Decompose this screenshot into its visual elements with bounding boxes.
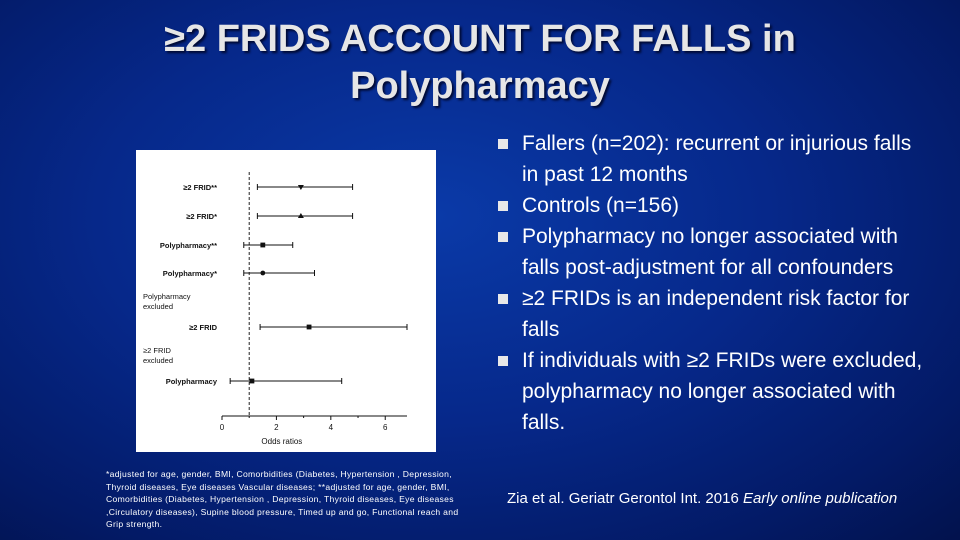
bullet-item (496, 190, 926, 221)
bullet-marker (498, 232, 508, 242)
bullet-marker (498, 139, 508, 149)
bullet-item (496, 283, 926, 345)
row-label: Polypharmacy (165, 377, 217, 386)
bullet-item (496, 128, 926, 190)
row-label: Polypharmacy (143, 292, 191, 301)
row-label: Polypharmacy* (162, 269, 217, 278)
bullet-text: Fallers (n=202): recurrent or injurious falls in past 12 months (522, 132, 912, 186)
row-label: excluded (143, 356, 174, 365)
forest-plot (136, 150, 436, 452)
bullet-marker (498, 356, 508, 366)
x-tick-label: 4 (328, 423, 334, 432)
row-label: Polypharmacy** (159, 241, 217, 250)
citation (507, 488, 927, 510)
bullet-list (496, 128, 926, 438)
point-estimate (260, 243, 265, 248)
point-estimate (250, 379, 255, 384)
citation-italic: Early online publication (742, 490, 898, 507)
bullet-marker (498, 201, 508, 211)
bullet-text: Controls (n=156) (522, 194, 679, 217)
forest-plot-svg (136, 150, 436, 452)
slide-title-line-2: Polypharmacy (350, 65, 610, 107)
footnote: *adjusted for age, gender, BMI, Comorbidities (Diabetes, Hypertension , Depression, Thyroid diseases, Eye diseases Vascular diseases; **adjusted for age, gender, BMI, Comorbidities (Diabetes, Hypertension , Depression, Thyroid diseases, Eye diseases ,Circulatory diseases), Supine blood pressure, Timed up and go, Functional reach and Grip strength. (106, 469, 459, 530)
bullet-text: If individuals with ≥2 FRIDs were excluded, polypharmacy no longer associated with falls. (522, 349, 923, 434)
row-label: ≥2 FRID (143, 346, 171, 355)
row-label: ≥2 FRID** (183, 183, 217, 192)
x-tick-label: 0 (219, 423, 225, 432)
citation-text: Zia et al. Geriatr Gerontol Int. 2016 (507, 490, 743, 507)
point-estimate (260, 271, 265, 276)
bullet-text: ≥2 FRIDs is an independent risk factor for falls (522, 287, 910, 341)
row-label: excluded (143, 302, 174, 311)
x-axis-label: Odds ratios (261, 437, 303, 446)
slide-title (60, 16, 900, 110)
bullet-marker (498, 294, 508, 304)
row-label: ≥2 FRID* (186, 212, 217, 221)
slide-title-line-1: ≥2 FRIDS ACCOUNT FOR FALLS in (164, 18, 796, 60)
point-estimate (307, 325, 312, 330)
row-label: ≥2 FRID (189, 323, 217, 332)
bullet-item (496, 221, 926, 283)
bullet-text: Polypharmacy no longer associated with falls post-adjustment for all confounders (522, 225, 898, 279)
bullet-item (496, 345, 926, 438)
x-tick-label: 6 (383, 423, 388, 432)
x-tick-label: 2 (274, 423, 279, 432)
